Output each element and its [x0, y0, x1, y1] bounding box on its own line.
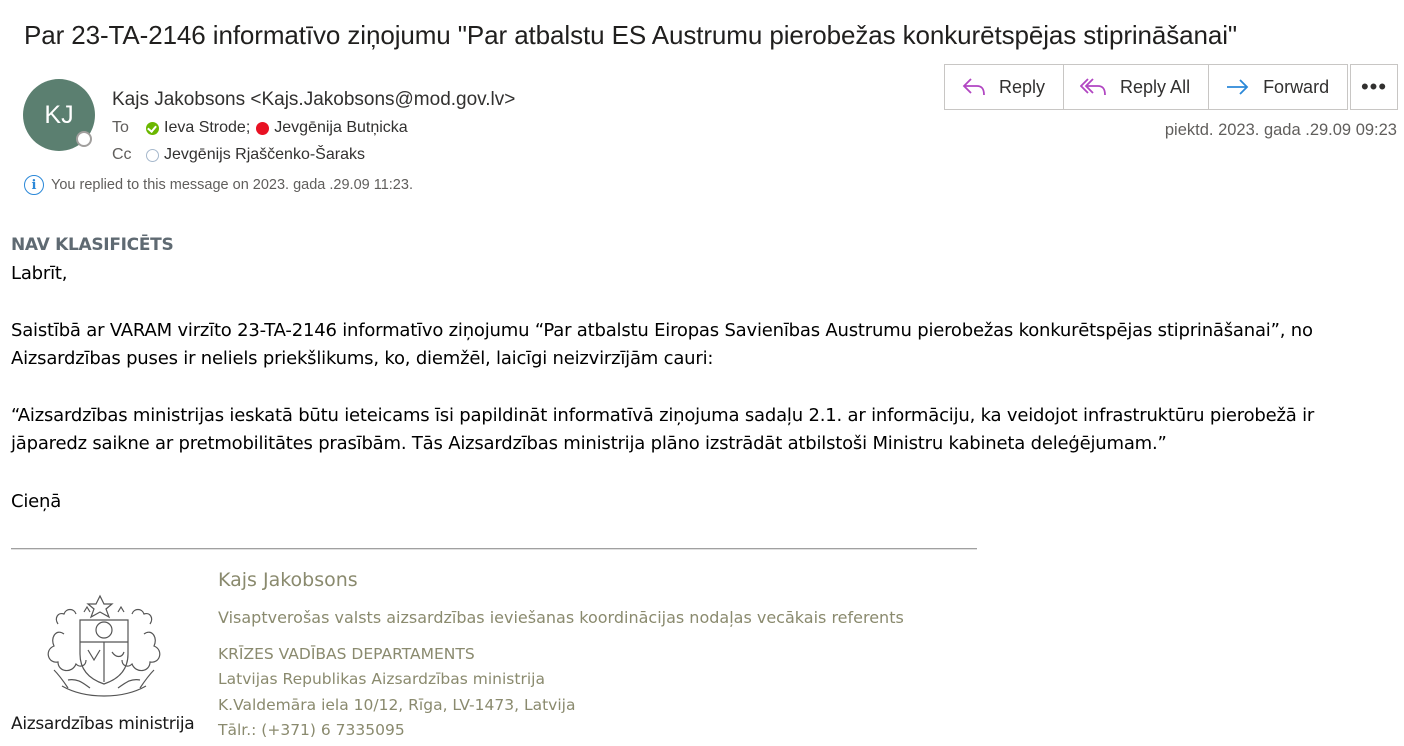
- signature-name: Kajs Jakobsons: [218, 569, 358, 591]
- signature-phone: Tālr.: (+371) 6 7335095: [218, 721, 405, 739]
- info-icon: i: [24, 175, 44, 195]
- reply-icon: [961, 76, 987, 98]
- signature-department: KRĪZES VADĪBAS DEPARTAMENTS: [218, 645, 475, 663]
- replied-infobar: [24, 175, 413, 195]
- coat-of-arms-logo: [34, 590, 174, 708]
- replied-info-text: You replied to this message on 2023. gada .29.09 11:23.: [51, 177, 413, 193]
- email-subject: Par 23-TA-2146 informatīvo ziņojumu "Par atbalstu ES Austrumu pierobežas konkurētspējas stiprināšanai": [24, 20, 1238, 50]
- classification-label: NAV KLASIFICĒTS: [11, 235, 174, 255]
- recipient-jevgenija-butnicka[interactable]: Jevgēnija Butņicka: [274, 119, 408, 136]
- action-toolbar: [944, 64, 1348, 110]
- greeting: Labrīt,: [11, 263, 68, 284]
- to-label: To: [112, 119, 129, 136]
- sender-name[interactable]: Kajs Jakobsons <Kajs.Jakobsons@mod.gov.lv>: [112, 89, 516, 110]
- forward-icon: [1225, 76, 1251, 98]
- forward-label: Forward: [1263, 76, 1330, 97]
- closing: Cieņā: [11, 491, 62, 512]
- body-paragraph-1-line-2: Aizsardzības puses ir neliels priekšlikums, ko, diemžēl, laicīgi neizvirzījām cauri:: [11, 348, 714, 369]
- signature-ministry: Latvijas Republikas Aizsardzības ministrija: [218, 670, 545, 688]
- reply-button[interactable]: [945, 65, 1064, 109]
- to-row: [112, 119, 408, 137]
- body-paragraph-2-line-2: jāparedz saikne ar pretmobilitātes prasībām. Tās Aizsardzības ministrija plāno izstrādāt atbilstoši Ministru kabineta deleģējumam.”: [11, 433, 1167, 454]
- body-paragraph-2-line-1: “Aizsardzības ministrijas ieskatā būtu ieteicams īsi papildināt informatīvā ziņojuma sadaļu 2.1. ar informāciju, ka veidojot infrastruktūru pierobežā ir: [11, 405, 1315, 426]
- reply-all-button[interactable]: [1064, 65, 1209, 109]
- recipient-ieva-strode[interactable]: Ieva Strode: [164, 119, 246, 136]
- forward-button[interactable]: [1209, 65, 1347, 109]
- reply-all-label: Reply All: [1120, 76, 1191, 97]
- signature-address: K.Valdemāra iela 10/12, Rīga, LV-1473, Latvija: [218, 696, 576, 714]
- logo-caption: Aizsardzības ministrija: [11, 714, 195, 734]
- cc-row: [112, 146, 365, 164]
- reply-all-icon: [1080, 76, 1108, 98]
- cc-recipient-jevgenijs[interactable]: Jevgēnijs Rjaščenko-Šaraks: [164, 146, 365, 163]
- presence-offline-icon: [76, 131, 92, 147]
- presence-busy-icon: [256, 122, 269, 135]
- reply-label: Reply: [999, 76, 1046, 97]
- recipient-separator: ;: [245, 119, 251, 136]
- received-date: piektd. 2023. gada .29.09 09:23: [1164, 121, 1397, 139]
- sender-avatar[interactable]: KJ: [23, 79, 95, 151]
- presence-offline-icon: [146, 149, 159, 162]
- body-paragraph-1-line-1: Saistībā ar VARAM virzīto 23-TA-2146 informatīvo ziņojumu “Par atbalstu Eiropas Savienības Austrumu pierobežas konkurētspējas stiprināšanai”, no: [11, 320, 1313, 341]
- signature-divider: [11, 548, 977, 550]
- cc-label: Cc: [112, 146, 132, 163]
- presence-available-icon: [146, 122, 159, 135]
- signature-position: Visaptverošas valsts aizsardzības ieviešanas koordinācijas nodaļas vecākais referents: [218, 608, 904, 627]
- more-actions-button[interactable]: •••: [1350, 64, 1398, 110]
